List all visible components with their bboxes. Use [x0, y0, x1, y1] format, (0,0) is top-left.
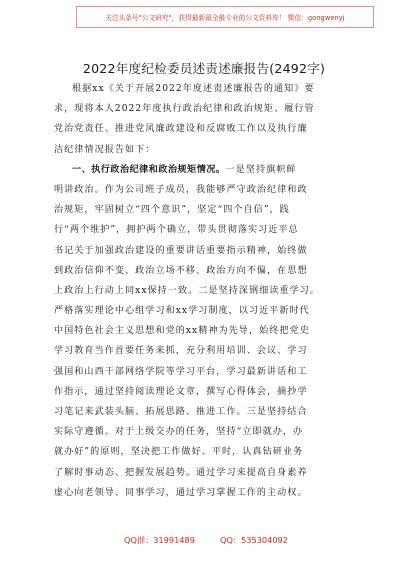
body-line	[54, 483, 360, 503]
body-line-text: 治规矩，牢固树立“四个意识”，坚定“四个自信”，践	[54, 205, 290, 216]
body-line	[54, 220, 360, 240]
body-line-text: 书记关于加强政治建设的重要讲话重要指示精神，始终做	[54, 245, 308, 256]
qq-number: QQ：535304092	[220, 535, 288, 545]
body-line	[54, 180, 360, 200]
body-line-text: 行“两个维护”，拥护两个确立，带头贯彻落实习近平总	[54, 225, 299, 236]
top-banner: 关注头条号"公文研究"，获得最新最全最专业的公文资料库！ 微信：gongwenyj	[76, 6, 374, 28]
body-line	[54, 301, 360, 321]
body-line	[54, 200, 360, 220]
body-line	[54, 382, 360, 402]
body-line	[54, 281, 360, 301]
body-line-text: 实际守遵循。对于上级交办的任务，坚持“立即就办，办	[54, 427, 304, 438]
body-line	[54, 362, 360, 382]
body-line-text: 严格落实理论中心组学习和xx学习制度，以习近平新时代	[54, 306, 310, 317]
body-line-text: 学习教育当作首要任务来抓，充分利用培训、会议、学习	[54, 346, 308, 357]
body-line-text: 根据xx《关于开展2022年度述责述廉报告的通知》要	[72, 84, 315, 94]
footer	[0, 535, 408, 551]
body-line-text: 上政治上行动上同xx保持一致。二是坚持深钢细读重学习。	[54, 285, 320, 296]
body-line	[54, 261, 360, 281]
body-line	[54, 99, 360, 119]
body-line-text: 中国特色社会主义思想和党的xx精神为先导，始终把党史	[54, 326, 310, 337]
body-line	[54, 463, 360, 483]
body-line-text: 党治党责任、推进党风廉政建设和反腐败工作以及执行廉	[54, 124, 308, 135]
body-line	[54, 402, 360, 422]
qq-group-number: QQ群：31991489	[124, 535, 195, 545]
body-line	[54, 442, 360, 462]
body-line	[54, 341, 360, 361]
body-line-text: 明讲政治。作为公司班子成员，我能够严守政治纪律和政	[54, 184, 308, 195]
body-line-text: 就办好”的原则，坚决把工作做好。平时，认真钻研业务	[54, 447, 304, 458]
body-line-text: 虚心向老领导、同事学习，通过学习掌握工作的主动权。	[54, 487, 308, 498]
body-line	[54, 160, 360, 180]
document-title: 2022年度纪检委员述责述廉报告(2492字)	[82, 61, 326, 76]
body-line	[54, 241, 360, 261]
body-line-text: 到政治信仰不变、政治立场不移、政治方向不偏，在思想	[54, 265, 308, 276]
body-line-text: 习笔记来武装头脑、拓展思路、推进工作。三是坚持结合	[54, 407, 308, 417]
body-line-text: 求，现将本人2022年度执行政治纪律和政治规矩、履行管	[54, 104, 315, 115]
body-line-text: 洁纪律情况报告如下：	[54, 144, 156, 155]
body-line	[54, 321, 360, 341]
body-line-text: 一是坚持旗帜鲜	[225, 164, 297, 175]
body-line	[54, 140, 360, 160]
body-line	[54, 119, 360, 139]
document-body	[54, 79, 360, 503]
body-line	[54, 79, 360, 99]
body-line-text: 了解时事动态、把握发展趋势。通过学习来提高自身素养	[54, 467, 308, 478]
body-line-text: 作指示，通过坚持阅读理论文章，撰写心得体会，摘抄学	[54, 386, 308, 397]
body-line-text: 强国和山西干部网络学院等学习平台，学习最新讲话和工	[54, 366, 308, 377]
body-line	[54, 422, 360, 442]
section-heading: 一、执行政治纪律和政治规矩情况。	[72, 164, 226, 175]
